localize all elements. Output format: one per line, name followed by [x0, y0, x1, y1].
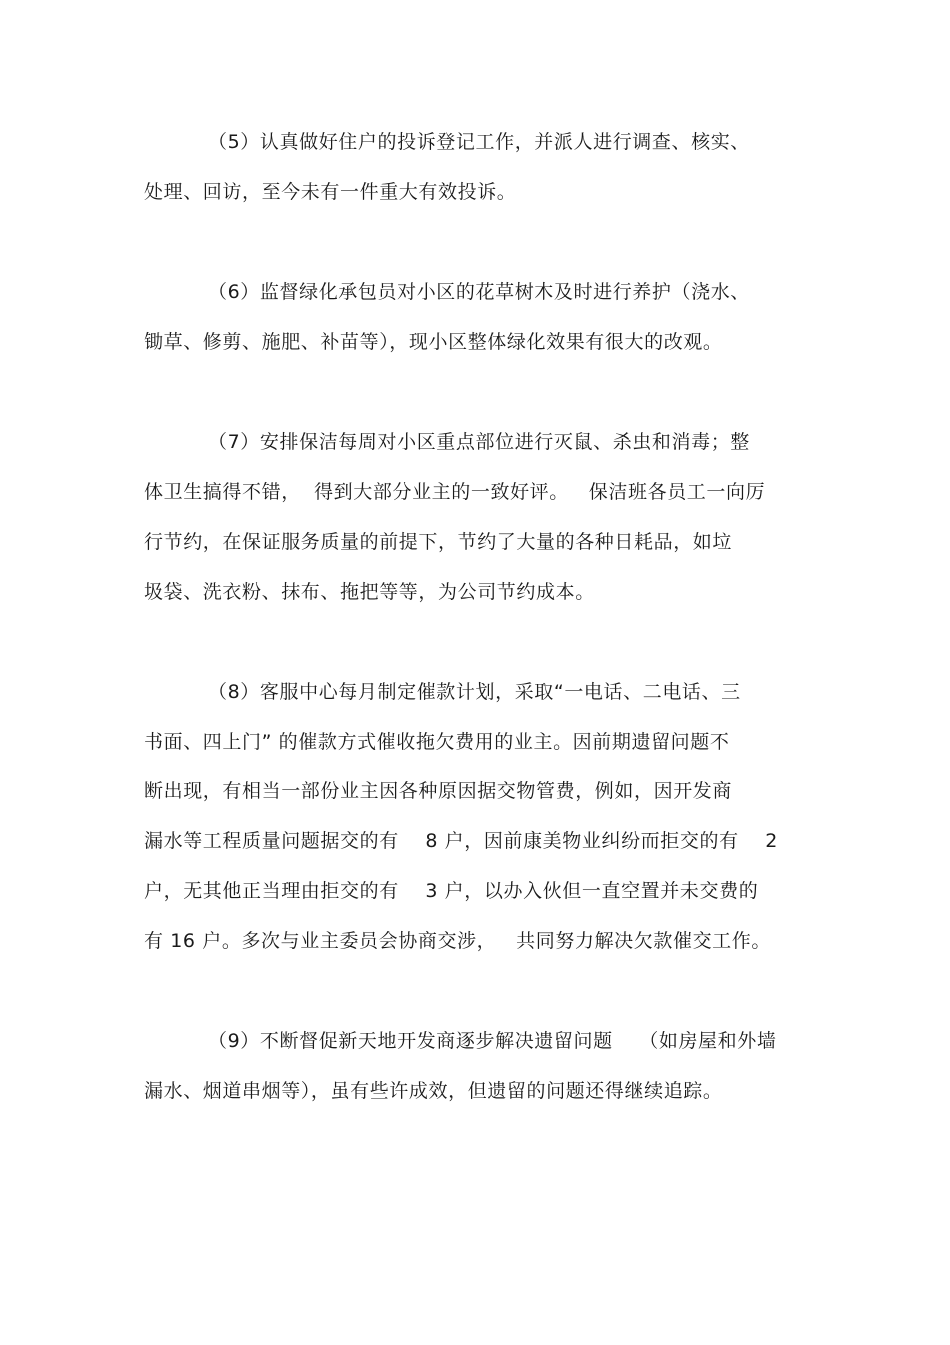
paragraph-8-line-3: 断出现，有相当一部份业主因各种原因据交物管费，例如，因开发商: [144, 780, 733, 802]
paragraph-6-line-2: 锄草、修剪、施肥、补苗等），现小区整体绿化效果有很大的改观。: [144, 331, 723, 353]
paragraph-8-line-6: 有 16 户。多次与业主委员会协商交涉， 共同努力解决欠款催交工作。: [144, 930, 771, 952]
paragraph-7-line-2: 体卫生搞得不错， 得到大部分业主的一致好评。 保洁班各员工一向厉: [144, 481, 766, 503]
paragraph-9-line-2: 漏水、烟道串烟等），虽有些许成效，但遗留的问题还得继续追踪。: [144, 1080, 723, 1102]
paragraph-8-line-4: 漏水等工程质量问题据交的有 8 户，因前康美物业纠纷而拒交的有 2: [144, 830, 778, 852]
paragraph-7-line-3: 行节约，在保证服务质量的前提下，节约了大量的各种日耗品，如垃: [144, 531, 733, 553]
paragraph-9-line-1: （9）不断督促新天地开发商逐步解决遗留问题 （如房屋和外墙: [208, 1030, 777, 1052]
paragraph-5-line-2: 处理、回访，至今未有一件重大有效投诉。: [144, 181, 517, 203]
paragraph-8-line-2: 书面、四上门” 的催款方式催收拖欠费用的业主。因前期遗留问题不: [144, 731, 730, 753]
paragraph-8-line-1: （8）客服中心每月制定催款计划，采取“一电话、二电话、三: [208, 681, 741, 703]
paragraph-5-line-1: （5）认真做好住户的投诉登记工作，并派人进行调查、核实、: [208, 131, 750, 153]
paragraph-8-line-5: 户，无其他正当理由拒交的有 3 户，以办入伙但一直空置并未交费的: [144, 880, 759, 902]
paragraph-7-line-4: 圾袋、洗衣粉、抹布、拖把等等，为公司节约成本。: [144, 581, 595, 603]
paragraph-7-line-1: （7）安排保洁每周对小区重点部位进行灭鼠、杀虫和消毒；整: [208, 431, 750, 453]
paragraph-6-line-1: （6）监督绿化承包员对小区的花草树木及时进行养护（浇水、: [208, 281, 750, 303]
